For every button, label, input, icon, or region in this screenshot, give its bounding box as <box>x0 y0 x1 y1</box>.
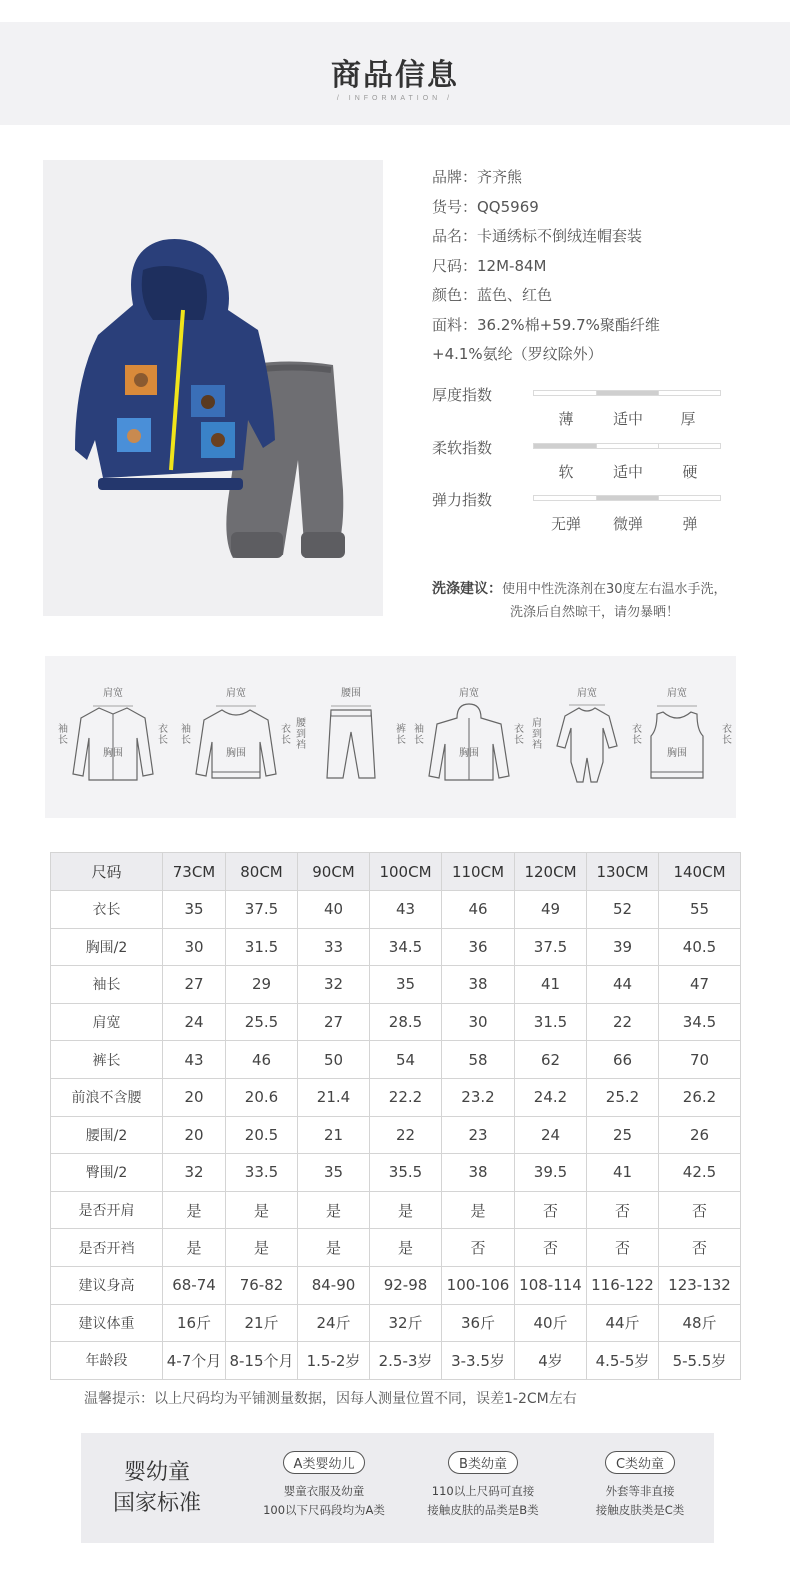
standard-class-b <box>408 1451 558 1520</box>
sweater-icon <box>194 702 278 784</box>
measurement-diagrams <box>45 656 736 818</box>
diagram-right-label: 衣长 <box>514 724 524 746</box>
table-cell: 22.2 <box>370 1078 442 1116</box>
wash-title: 洗涤建议： <box>432 581 502 597</box>
table-cell: 27 <box>163 966 226 1004</box>
wash-advice <box>432 578 782 624</box>
table-cell: 29 <box>226 966 298 1004</box>
table-cell: 是 <box>226 1191 298 1229</box>
table-cell: 21斤 <box>226 1304 298 1342</box>
diagram-top-label: 肩宽 <box>103 688 123 699</box>
table-cell: 70 <box>659 1041 741 1079</box>
wash-text-2: 洗涤后自然晾干，请勿暴晒！ <box>510 605 680 620</box>
table-cell: 1.5-2岁 <box>298 1342 370 1380</box>
scale-option: 厚 <box>680 410 696 428</box>
scale-track <box>533 495 721 501</box>
table-cell: 43 <box>163 1041 226 1079</box>
table-cell: 否 <box>442 1229 515 1267</box>
pants-icon <box>309 702 393 784</box>
table-cell: 58 <box>442 1041 515 1079</box>
scale-selected-segment <box>596 391 658 395</box>
table-cell: 21 <box>298 1116 370 1154</box>
scale-divider <box>596 443 597 449</box>
size-header-label: 尺码 <box>51 853 163 891</box>
diagram-right-label: 衣长 <box>632 724 642 746</box>
scale-divider <box>658 443 659 449</box>
standard-class-a <box>249 1451 399 1520</box>
table-cell: 4-7个月 <box>163 1342 226 1380</box>
table-cell: 32 <box>298 966 370 1004</box>
table-cell: 76-82 <box>226 1266 298 1304</box>
table-row <box>51 1154 741 1192</box>
table-cell: 27 <box>298 1003 370 1041</box>
scale-option: 微弹 <box>612 515 643 533</box>
scale-option: 软 <box>558 463 574 481</box>
vest-icon <box>635 702 719 784</box>
product-photo <box>43 160 383 616</box>
diagram-left-label: 肩到裆 <box>532 718 542 751</box>
diagram-right-label: 衣长 <box>281 724 291 746</box>
table-body <box>51 891 741 1380</box>
table-cell: 8-15个月 <box>226 1342 298 1380</box>
size-column-header: 140CM <box>659 853 741 891</box>
table-cell: 30 <box>442 1003 515 1041</box>
table-cell: 39 <box>587 928 659 966</box>
diagram-left-label: 腰到裆 <box>296 718 306 751</box>
table-cell: 33 <box>298 928 370 966</box>
brand-line: 品牌：齐齐熊 <box>432 168 523 186</box>
class-description-line: 接触皮肤的品类是B类 <box>427 1503 539 1517</box>
table-cell: 108-114 <box>515 1266 587 1304</box>
table-cell: 31.5 <box>226 928 298 966</box>
diagram-right-label: 裤长 <box>396 724 406 746</box>
table-cell: 是 <box>163 1191 226 1229</box>
romper-icon <box>545 702 629 784</box>
diagram-mid-label: 胸围 <box>226 748 246 759</box>
table-cell: 35 <box>163 891 226 929</box>
table-cell: 是 <box>370 1229 442 1267</box>
table-cell: 24斤 <box>298 1304 370 1342</box>
table-cell: 37.5 <box>515 928 587 966</box>
table-cell: 41 <box>587 1154 659 1192</box>
table-cell: 是 <box>298 1229 370 1267</box>
table-cell: 5-5.5岁 <box>659 1342 741 1380</box>
row-label: 胸围/2 <box>51 928 163 966</box>
table-cell: 否 <box>659 1229 741 1267</box>
size-column-header: 110CM <box>442 853 515 891</box>
table-cell: 22 <box>587 1003 659 1041</box>
table-cell: 35 <box>370 966 442 1004</box>
diagram-top-label: 肩宽 <box>667 688 687 699</box>
scale-label: 厚度指数 <box>432 386 493 404</box>
table-row <box>51 1041 741 1079</box>
table-cell: 28.5 <box>370 1003 442 1041</box>
diagram-mid-label: 胸围 <box>459 748 479 759</box>
scale-divider <box>658 495 659 501</box>
table-cell: 44 <box>587 966 659 1004</box>
table-cell: 是 <box>298 1191 370 1229</box>
size-column-header: 100CM <box>370 853 442 891</box>
table-cell: 55 <box>659 891 741 929</box>
scale-selected-segment <box>534 444 596 448</box>
table-cell: 48斤 <box>659 1304 741 1342</box>
table-cell: 47 <box>659 966 741 1004</box>
diagram-top-label: 肩宽 <box>459 688 479 699</box>
table-cell: 是 <box>163 1229 226 1267</box>
table-cell: 35 <box>298 1154 370 1192</box>
scale-option: 薄 <box>558 410 574 428</box>
class-badge: A类婴幼儿 <box>283 1451 366 1474</box>
table-row <box>51 1116 741 1154</box>
scale-selected-segment <box>596 496 658 500</box>
vest-diagram <box>621 684 733 784</box>
table-row <box>51 1078 741 1116</box>
table-cell: 26.2 <box>659 1078 741 1116</box>
class-description <box>565 1482 715 1520</box>
table-cell: 116-122 <box>587 1266 659 1304</box>
row-label: 腰围/2 <box>51 1116 163 1154</box>
table-cell: 35.5 <box>370 1154 442 1192</box>
table-cell: 是 <box>370 1191 442 1229</box>
table-cell: 23.2 <box>442 1078 515 1116</box>
class-badge: C类幼童 <box>605 1451 675 1474</box>
table-cell: 25.2 <box>587 1078 659 1116</box>
table-cell: 92-98 <box>370 1266 442 1304</box>
scale-option: 适中 <box>612 410 643 428</box>
scale-label: 柔软指数 <box>432 439 493 457</box>
table-cell: 123-132 <box>659 1266 741 1304</box>
table-row <box>51 1003 741 1041</box>
table-header-row <box>51 853 741 891</box>
table-cell: 23 <box>442 1116 515 1154</box>
table-cell: 否 <box>515 1191 587 1229</box>
table-cell: 37.5 <box>226 891 298 929</box>
size-column-header: 130CM <box>587 853 659 891</box>
table-cell: 40.5 <box>659 928 741 966</box>
standard-title-line: 婴幼童 <box>123 1460 190 1485</box>
table-cell: 50 <box>298 1041 370 1079</box>
class-description-line: 接触皮肤类是C类 <box>595 1503 685 1517</box>
table-cell: 20 <box>163 1078 226 1116</box>
table-cell: 38 <box>442 966 515 1004</box>
scale-option: 弹 <box>682 515 698 533</box>
table-row <box>51 1266 741 1304</box>
fabric-line: 面料：36.2%棉+59.7%聚酯纤维 <box>432 315 660 334</box>
table-cell: 16斤 <box>163 1304 226 1342</box>
diagram-right-label: 衣长 <box>722 724 732 746</box>
size-column-header: 120CM <box>515 853 587 891</box>
table-row <box>51 1229 741 1267</box>
shirt-diagram <box>57 684 169 784</box>
class-description-line: 100以下尺码段均为A类 <box>263 1503 385 1517</box>
table-cell: 21.4 <box>298 1078 370 1116</box>
table-cell: 25 <box>587 1116 659 1154</box>
table-cell: 54 <box>370 1041 442 1079</box>
thickness-scale <box>432 384 732 436</box>
table-cell: 66 <box>587 1041 659 1079</box>
row-label: 建议体重 <box>51 1304 163 1342</box>
row-label: 肩宽 <box>51 1003 163 1041</box>
table-cell: 3-3.5岁 <box>442 1342 515 1380</box>
size-range-line: 尺码：12M-84M <box>432 256 547 275</box>
scale-option: 适中 <box>612 463 643 481</box>
diagram-left-label: 袖长 <box>58 724 68 746</box>
item-number-line: 货号：QQ5969 <box>432 197 539 216</box>
product-info <box>432 163 772 370</box>
table-cell: 4岁 <box>515 1342 587 1380</box>
table-cell: 32斤 <box>370 1304 442 1342</box>
measurement-tip: 温馨提示：以上尺码均为平铺测量数据，因每人测量位置不同，误差1-2CM左右 <box>84 1391 577 1407</box>
diagram-right-label: 衣长 <box>158 724 168 746</box>
table-cell: 68-74 <box>163 1266 226 1304</box>
standard-title-line: 国家标准 <box>112 1491 201 1516</box>
diagram-left-label: 袖长 <box>181 724 191 746</box>
table-cell: 40斤 <box>515 1304 587 1342</box>
hoodie-diagram <box>413 684 525 784</box>
table-cell: 20.5 <box>226 1116 298 1154</box>
table-cell: 41 <box>515 966 587 1004</box>
size-column-header: 80CM <box>226 853 298 891</box>
table-cell: 否 <box>515 1229 587 1267</box>
size-column-header: 90CM <box>298 853 370 891</box>
scale-divider <box>596 390 597 396</box>
table-row <box>51 1304 741 1342</box>
table-cell: 25.5 <box>226 1003 298 1041</box>
table-cell: 36 <box>442 928 515 966</box>
standard-title <box>111 1457 203 1519</box>
row-label: 衣长 <box>51 891 163 929</box>
class-description-line: 外套等非直接 <box>605 1484 675 1498</box>
pants-diagram <box>295 684 407 784</box>
product-illustration <box>43 160 383 616</box>
table-cell: 62 <box>515 1041 587 1079</box>
table-cell: 20.6 <box>226 1078 298 1116</box>
table-cell: 84-90 <box>298 1266 370 1304</box>
table-cell: 是 <box>442 1191 515 1229</box>
table-cell: 38 <box>442 1154 515 1192</box>
row-label: 袖长 <box>51 966 163 1004</box>
table-row <box>51 928 741 966</box>
table-cell: 44斤 <box>587 1304 659 1342</box>
diagram-mid-label: 胸围 <box>667 748 687 759</box>
table-cell: 24.2 <box>515 1078 587 1116</box>
section-title: 商品信息 <box>331 58 459 93</box>
table-cell: 2.5-3岁 <box>370 1342 442 1380</box>
class-description <box>408 1482 558 1520</box>
table-cell: 36斤 <box>442 1304 515 1342</box>
class-description <box>249 1482 399 1520</box>
row-label: 裤长 <box>51 1041 163 1079</box>
table-cell: 40 <box>298 891 370 929</box>
scale-label: 弹力指数 <box>432 491 493 509</box>
size-column-header: 73CM <box>163 853 226 891</box>
table-cell: 52 <box>587 891 659 929</box>
product-name-line: 品名：卡通绣标不倒绒连帽套装 <box>432 227 643 245</box>
diagram-top-label: 肩宽 <box>577 688 597 699</box>
fabric-line-2: +4.1%氨纶（罗纹除外） <box>432 345 603 363</box>
row-label: 是否开肩 <box>51 1191 163 1229</box>
scale-divider <box>658 390 659 396</box>
diagram-top-label: 肩宽 <box>226 688 246 699</box>
table-row <box>51 966 741 1004</box>
row-label: 建议身高 <box>51 1266 163 1304</box>
table-cell: 39.5 <box>515 1154 587 1192</box>
row-label: 年龄段 <box>51 1342 163 1380</box>
table-row <box>51 1191 741 1229</box>
section-subtitle: / INFORMATION / <box>336 95 454 102</box>
table-cell: 否 <box>587 1229 659 1267</box>
table-row <box>51 891 741 929</box>
table-cell: 20 <box>163 1116 226 1154</box>
table-cell: 24 <box>163 1003 226 1041</box>
row-label: 臀围/2 <box>51 1154 163 1192</box>
table-cell: 4.5-5岁 <box>587 1342 659 1380</box>
row-label: 前浪不含腰 <box>51 1078 163 1116</box>
diagram-top-label: 腰围 <box>341 688 361 699</box>
table-cell: 46 <box>442 891 515 929</box>
table-cell: 31.5 <box>515 1003 587 1041</box>
table-cell: 是 <box>226 1229 298 1267</box>
scale-option: 无弹 <box>550 515 581 533</box>
shirt-icon <box>71 702 155 784</box>
table-cell: 24 <box>515 1116 587 1154</box>
table-cell: 32 <box>163 1154 226 1192</box>
table-row <box>51 1342 741 1380</box>
table-cell: 34.5 <box>659 1003 741 1041</box>
scale-divider <box>596 495 597 501</box>
class-badge: B类幼童 <box>448 1451 518 1474</box>
table-cell: 46 <box>226 1041 298 1079</box>
table-cell: 34.5 <box>370 928 442 966</box>
standard-class-c <box>565 1451 715 1520</box>
table-cell: 100-106 <box>442 1266 515 1304</box>
diagram-left-label: 袖长 <box>414 724 424 746</box>
table-cell: 49 <box>515 891 587 929</box>
table-cell: 30 <box>163 928 226 966</box>
table-cell: 否 <box>659 1191 741 1229</box>
wash-text: 使用中性洗涤剂在30度左右温水手洗， <box>502 582 727 597</box>
table-cell: 22 <box>370 1116 442 1154</box>
colors-line: 颜色：蓝色、红色 <box>432 286 553 304</box>
table-cell: 否 <box>587 1191 659 1229</box>
national-standard-box <box>81 1433 714 1543</box>
scale-option: 硬 <box>682 463 698 481</box>
diagram-mid-label: 胸围 <box>103 748 123 759</box>
table-cell: 43 <box>370 891 442 929</box>
table-cell: 42.5 <box>659 1154 741 1192</box>
scale-track <box>533 390 721 396</box>
row-label: 是否开裆 <box>51 1229 163 1267</box>
table-cell: 33.5 <box>226 1154 298 1192</box>
softness-scale <box>432 437 732 489</box>
table-cell: 26 <box>659 1116 741 1154</box>
class-description-line: 110以上尺码可直接 <box>431 1484 535 1498</box>
hoodie-icon <box>427 702 511 784</box>
scale-track <box>533 443 721 449</box>
size-chart-table <box>50 852 741 1380</box>
class-description-line: 婴童衣服及幼童 <box>283 1484 365 1498</box>
elasticity-scale <box>432 489 732 541</box>
sweater-diagram <box>180 684 292 784</box>
